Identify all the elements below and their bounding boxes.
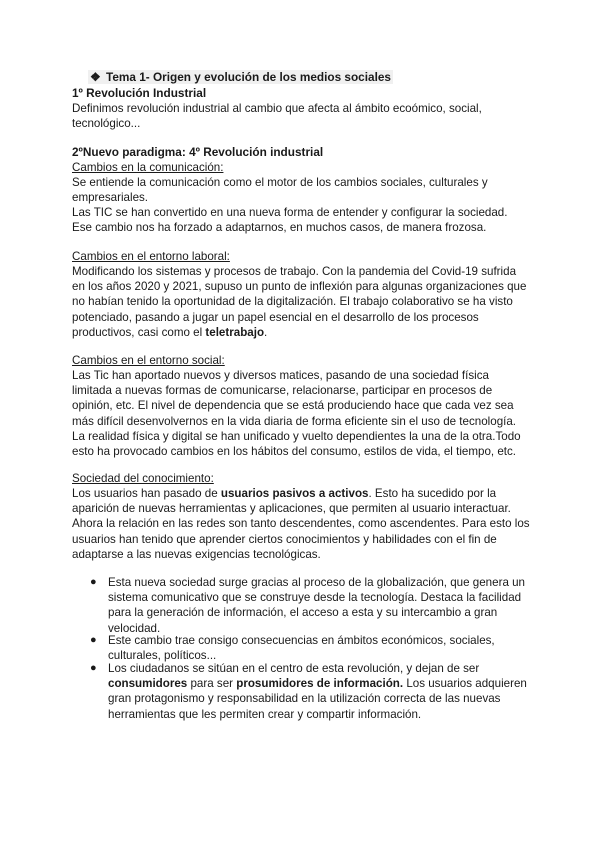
knowledge-subtitle: Sociedad del conocimiento:	[72, 472, 214, 485]
comm-paragraph-1: Se entiende la comunicación como el motor de los cambios sociales, culturales y empresariales.	[72, 176, 488, 205]
list-item-text: Este cambio trae consigo consecuencias en ámbitos económicos, sociales, culturales, políticos...	[108, 634, 495, 663]
labor-paragraph	[72, 264, 532, 340]
social-subtitle: Cambios en el entorno social:	[72, 354, 225, 367]
list-item-bold-1: consumidores	[108, 677, 188, 691]
list-item-text-mid: para ser	[187, 677, 237, 691]
list-item-bold-2: prosumidores de información.	[236, 677, 404, 691]
list-item-text-post: Los usuarios adquieren gran protagonismo y responsabilidad en la utilización correcta de las nuevas herramientas que les permiten crear y compartir información.	[108, 677, 527, 721]
knowledge-paragraph	[72, 486, 532, 562]
bullet-dot-icon: ●	[90, 662, 97, 674]
comm-subtitle: Cambios en la comunicación:	[72, 161, 224, 174]
bullet-dot-icon: ●	[90, 634, 97, 646]
bullet-dot-icon: ●	[90, 576, 97, 588]
document-title	[88, 70, 393, 84]
list-item	[90, 661, 528, 722]
list-item-text-pre: Los ciudadanos se sitúan en el centro de esta revolución, y dejan de ser	[108, 662, 480, 675]
knowledge-text-post: . Esto ha sucedido por la aparición de nuevas herramientas y aplicaciones, que permiten al usuario interactuar. Ahora la relación en las redes son tanto descendentes, como ascendentes. Para esto los usuarios han tenido que aprender ciertos conocimientos y habilidades con el fin de adaptarse a las nuevas exigencias tecnológicas.	[72, 487, 530, 561]
labor-subtitle: Cambios en el entorno laboral:	[72, 250, 230, 263]
title-text: Tema 1- Origen y evolución de los medios sociales	[106, 70, 391, 84]
knowledge-bold-term: usuarios pasivos a activos	[220, 487, 369, 500]
list-item	[90, 633, 528, 663]
list-item-text: Esta nueva sociedad surge gracias al proceso de la globalización, que genera un sistema comunicativo que se construye desde la tecnología. Destaca la facilidad para la generación de información, el acceso a esta y su intercambio a gran velocidad.	[108, 576, 526, 635]
labor-end: .	[264, 325, 268, 339]
section2-heading: 2ºNuevo paradigma: 4º Revolución industrial	[72, 145, 324, 159]
section1-body: Definimos revolución industrial al cambio que afecta al ámbito ecoómico, social, tecnológico...	[72, 102, 482, 131]
diamond-bullet-icon: ❖	[90, 70, 101, 84]
knowledge-text-pre: Los usuarios han pasado de	[72, 487, 221, 500]
labor-bold-term: teletrabajo	[205, 325, 265, 339]
social-paragraph: Las Tic han aportado nuevos y diversos matices, pasando de una sociedad física limitada a nuevas formas de comunicarse, relacionarse, participar en procesos de opinión, etc. El nivel de dependencia que se está produciendo hace que cada vez sea más difícil desenvolvernos en la vida diaria de forma eficiente sin el uso de tecnología. La realidad física y digital se han unificado y vuelto dependientes la una de la otra.Todo esto ha provocado cambios en los hábitos del consumo, estilos de vida, el tiempo, etc.	[72, 369, 521, 459]
list-item	[90, 575, 528, 636]
section1-heading: 1º Revolución Industrial	[72, 86, 207, 100]
labor-text: Modificando los sistemas y procesos de trabajo. Con la pandemia del Covid-19 sufrida en los años 2020 y 2021, supuso un punto de inflexión para algunas organizaciones que no habían tenido la oportunidad de la digitalización. El trabajo colaborativo se ha visto potenciado, pasando a jugar un papel esencial en el desarrollo de los procesos productivos, casi como el	[72, 265, 527, 339]
comm-paragraph-2: Las TIC se han convertido en una nueva forma de entender y configurar la sociedad. Ese cambio nos ha forzado a adaptarnos, en muchos casos, de manera frozosa.	[72, 206, 508, 235]
